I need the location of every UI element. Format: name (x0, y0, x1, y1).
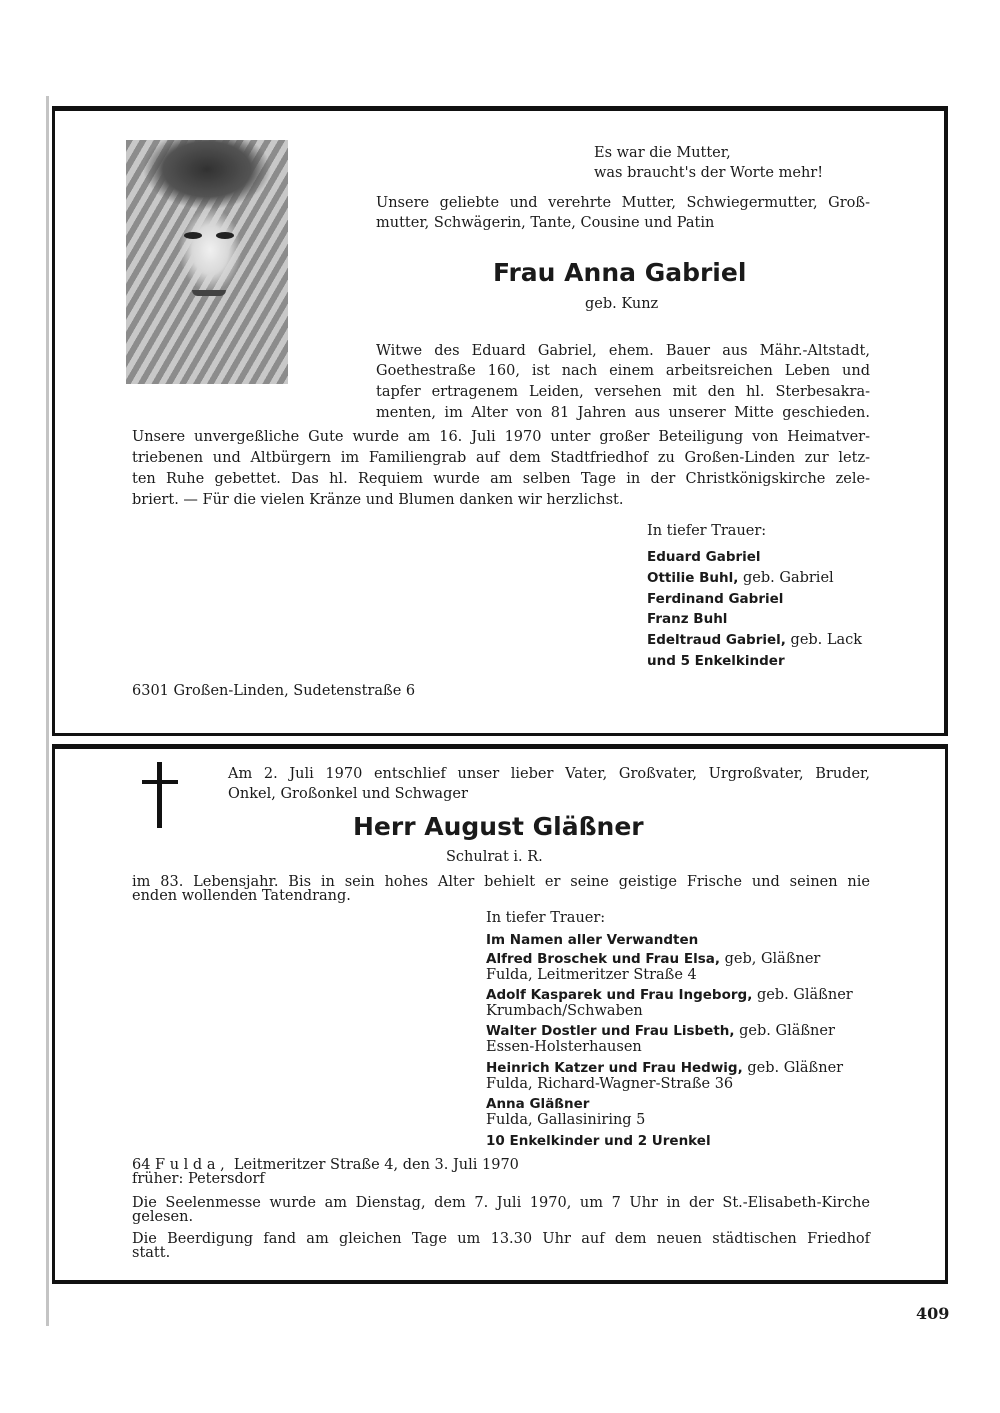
funeral-line-1: Die Beerdigung fand am gleichen Tage um 13.30 Uhr auf dem neuen städtischen Friedhof (132, 1231, 870, 1247)
cross-icon (140, 762, 180, 828)
mourner2-6: Anna Gläßner (486, 1096, 590, 1112)
mourner2-7: 10 Enkelkinder und 2 Urenkel (486, 1133, 711, 1149)
body2-line-1: im 83. Lebensjahr. Bis in sein hohes Alter behielt er seine geistige Frische und seinen nie (132, 874, 870, 890)
mourner2-4: Walter Dostler und Frau Lisbeth, geb. Gläßner (486, 1023, 835, 1039)
mourner2-5: Heinrich Katzer und Frau Hedwig, geb. Gläßner (486, 1060, 844, 1076)
deceased-name-august: Herr August Gläßner (353, 812, 644, 841)
intro2-line-2: Onkel, Großonkel und Schwager (228, 786, 468, 802)
burial-line-2: triebenen und Altbürgern im Familiengrab auf dem Stadtfriedhof zu Großen-Linden zur letz- (132, 450, 870, 466)
photo-mouth (192, 290, 226, 296)
body2-line-2: enden wollenden Tatendrang. (132, 888, 351, 904)
mourner2-6-place: Fulda, Gallasiniring 5 (486, 1112, 646, 1128)
mourner-2: Ottilie Buhl, geb. Gabriel (647, 570, 834, 586)
mourning-label-2: In tiefer Trauer: (486, 910, 606, 926)
mass-line-2: gelesen. (132, 1209, 194, 1225)
deceased-name-anna: Frau Anna Gabriel (493, 258, 747, 287)
former-residence: früher: Petersdorf (132, 1171, 265, 1187)
body-line-2: Goethestraße 160, ist nach einem arbeitsreichen Leben und (376, 363, 870, 379)
funeral-line-2: statt. (132, 1245, 171, 1261)
photo-eye-right (216, 232, 234, 239)
deceased-title: Schulrat i. R. (446, 849, 543, 865)
mourner-5: Edeltraud Gabriel, geb. Lack (647, 632, 863, 648)
mourner-6: und 5 Enkelkinder (647, 653, 785, 669)
address-august: 64 F u l d a , Leitmeritzer Straße 4, den 3. Juli 1970 (132, 1157, 519, 1173)
mourner2-2-place: Fulda, Leitmeritzer Straße 4 (486, 967, 697, 983)
maiden-name: geb. Kunz (585, 296, 659, 312)
address-anna: 6301 Großen-Linden, Sudetenstraße 6 (132, 683, 416, 699)
intro2-line-1: Am 2. Juli 1970 entschlief unser lieber Vater, Großvater, Urgroßvater, Bruder, (228, 766, 870, 782)
mourner2-2: Alfred Broschek und Frau Elsa, geb, Gläßner (486, 951, 821, 967)
page-number: 409 (916, 1304, 950, 1323)
mass-line-1: Die Seelenmesse wurde am Dienstag, dem 7. Juli 1970, um 7 Uhr in der St.-Elisabeth-Kirche (132, 1195, 870, 1211)
photo-eye-left (184, 232, 202, 239)
mourner-3: Ferdinand Gabriel (647, 591, 784, 607)
mourner2-4-place: Essen-Holsterhausen (486, 1039, 642, 1055)
scan-edge (46, 96, 49, 1326)
mourner2-3-place: Krumbach/Schwaben (486, 1003, 643, 1019)
portrait-photo (126, 140, 288, 384)
motto-line-1: Es war die Mutter, (594, 145, 731, 161)
mourning-label: In tiefer Trauer: (647, 523, 767, 539)
mourner-1: Eduard Gabriel (647, 549, 761, 565)
intro-line-1: Unsere geliebte und verehrte Mutter, Schwiegermutter, Groß- (376, 195, 870, 211)
burial-line-3: ten Ruhe gebettet. Das hl. Requiem wurde am selben Tage in der Christkönigskirche zele- (132, 471, 870, 487)
mourner2-1: Im Namen aller Verwandten (486, 932, 699, 948)
body-line-3: tapfer ertragenem Leiden, versehen mit den hl. Sterbesakra- (376, 384, 870, 400)
mourner2-5-place: Fulda, Richard-Wagner-Straße 36 (486, 1076, 734, 1092)
burial-line-4: briert. — Für die vielen Kränze und Blumen danken wir herzlichst. (132, 492, 624, 508)
body-line-1: Witwe des Eduard Gabriel, ehem. Bauer aus Mähr.-Altstadt, (376, 343, 870, 359)
mourner-4: Franz Buhl (647, 611, 728, 627)
motto-line-2: was braucht's der Worte mehr! (594, 165, 824, 181)
mourner2-3: Adolf Kasparek und Frau Ingeborg, geb. Gläßner (486, 987, 853, 1003)
burial-line-1: Unsere unvergeßliche Gute wurde am 16. Juli 1970 unter großer Beteiligung von Heimatver- (132, 429, 870, 445)
body-line-4: menten, im Alter von 81 Jahren aus unserer Mitte geschieden. (376, 405, 870, 421)
intro-line-2: mutter, Schwägerin, Tante, Cousine und Patin (376, 215, 715, 231)
